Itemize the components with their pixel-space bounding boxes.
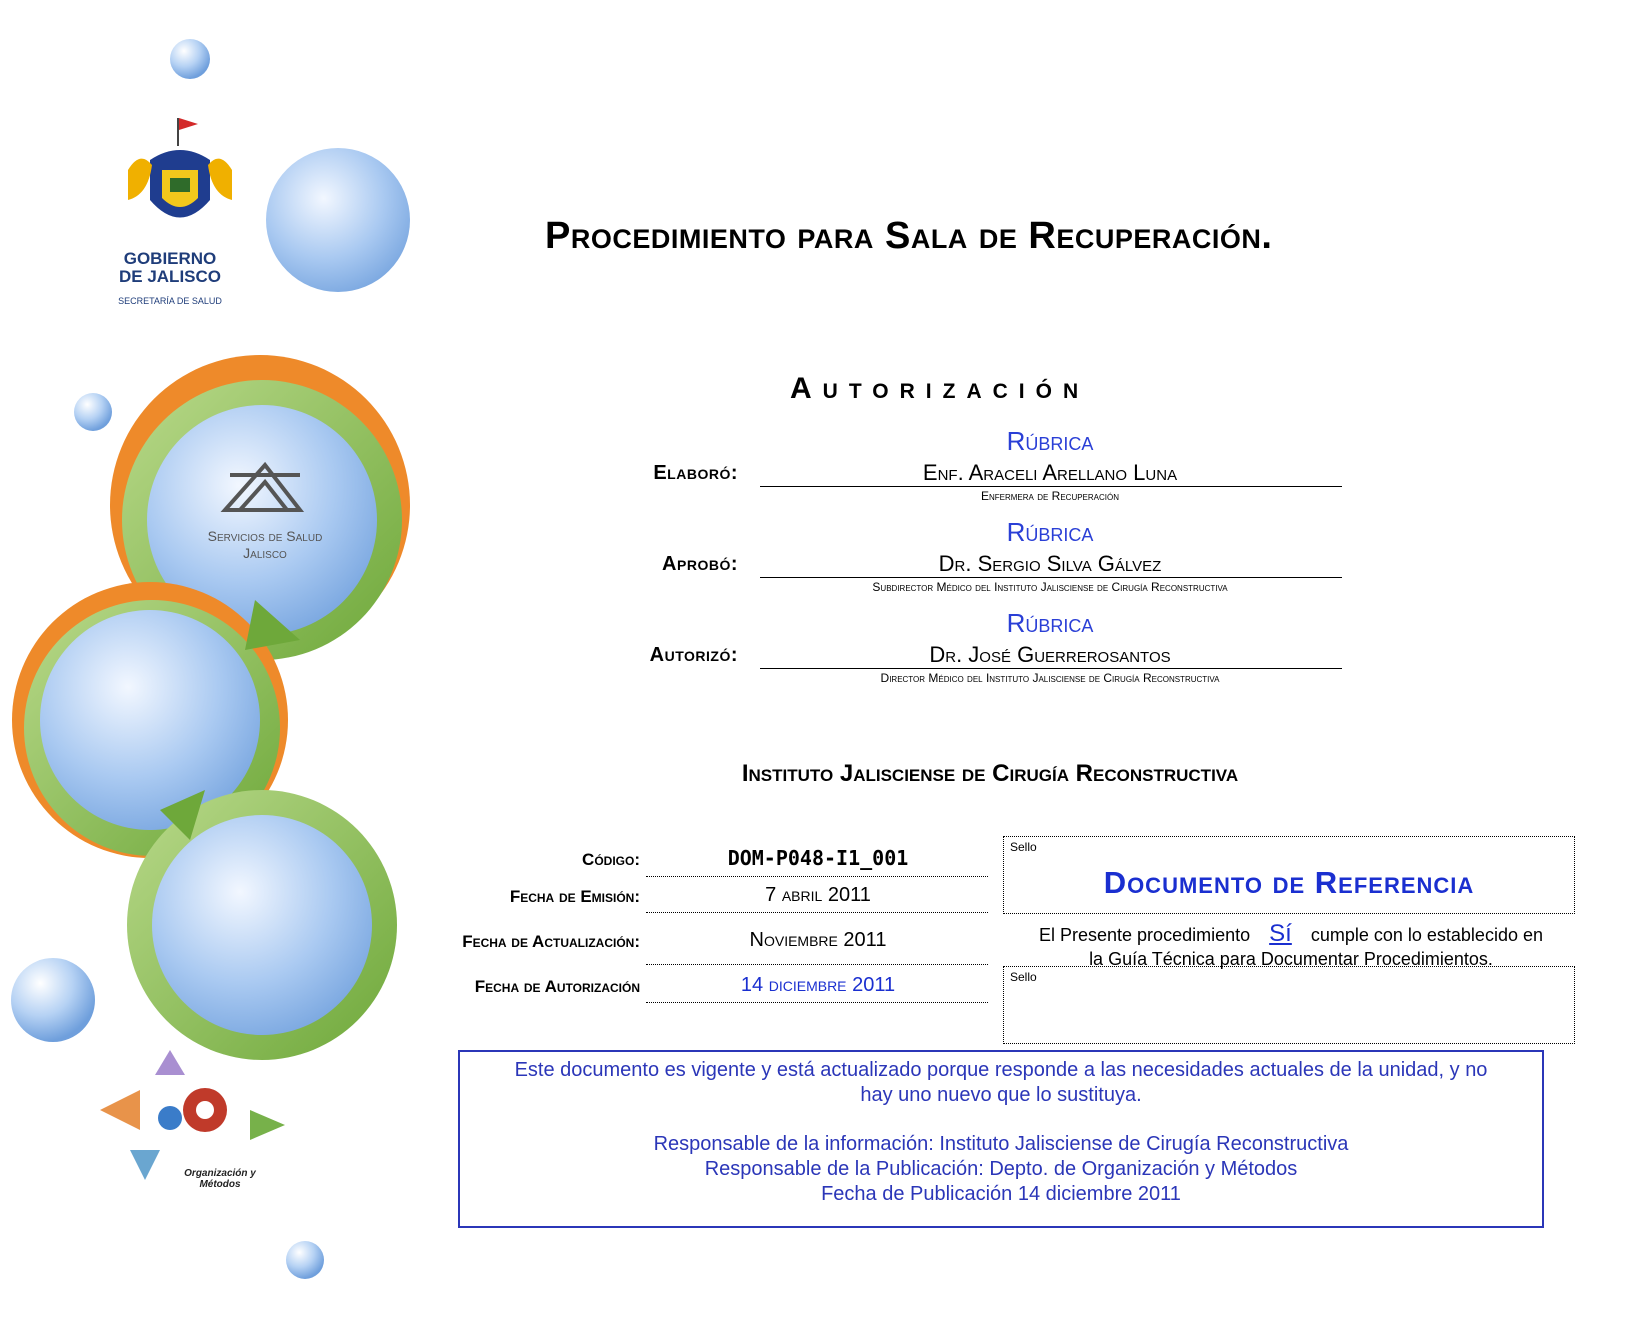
- jalisco-shield-icon: [128, 118, 232, 218]
- signature-role-2: Subdirector Médico del Instituto Jalisciense de Cirugía Reconstructiva: [872, 580, 1228, 594]
- autorizacion-label: Fecha de Autorización: [474, 977, 640, 996]
- bubble-low: [11, 958, 95, 1042]
- notice-line1: Este documento es vigente y está actualizado porque responde a las necesidades actuales de la unidad, y no: [514, 1059, 1488, 1081]
- gov-line3: SECRETARÍA DE SALUD: [118, 296, 222, 306]
- autorizacion-value: 14 diciembre 2011: [740, 974, 896, 996]
- gov-line1: GOBIERNO: [123, 249, 217, 268]
- circle-bottom: [152, 815, 372, 1035]
- signature-label-3: Autorizó:: [649, 644, 738, 666]
- actualizacion-label: Fecha de Actualización:: [462, 932, 640, 951]
- signature-rubrica-2: Rúbrica: [1006, 517, 1094, 547]
- bubble-bottom: [286, 1241, 324, 1279]
- signature-line-2: [760, 577, 1342, 578]
- signature-line-3: [760, 668, 1342, 669]
- validity-notice: [458, 1050, 1544, 1228]
- actualizacion-line: [646, 964, 988, 965]
- institute-name: Instituto Jalisciense de Cirugía Reconstructiva: [741, 760, 1239, 787]
- gov-logo-text: [105, 250, 235, 310]
- bubble-mid: [74, 393, 112, 431]
- compliance-after: cumple con lo establecido en: [1310, 925, 1543, 945]
- compliance-before: El Presente procedimiento: [1039, 925, 1251, 945]
- document-title: Procedimiento para Sala de Recuperación.: [545, 215, 1273, 257]
- actualizacion-value: Noviembre 2011: [749, 929, 887, 951]
- emision-value: 7 abril 2011: [765, 884, 871, 906]
- bubble-large: [266, 148, 410, 292]
- decorative-sidebar: [0, 0, 420, 1318]
- signature-line-1: [760, 486, 1342, 487]
- om-line2: Métodos: [199, 1179, 241, 1190]
- emision-line: [646, 912, 988, 913]
- signature-rubrica-3: Rúbrica: [1006, 608, 1094, 638]
- notice-line5: Fecha de Publicación 14 diciembre 2011: [821, 1183, 1181, 1205]
- signature-rubrica-1: Rúbrica: [1006, 426, 1094, 456]
- authorization-heading: Autorización: [790, 372, 1090, 405]
- notice-line2: hay uno nuevo que lo sustituya.: [860, 1084, 1142, 1106]
- sello-box-top: [1003, 836, 1575, 914]
- codigo-value: DOM-P048-I1_001: [727, 846, 909, 870]
- sello-label-top: Sello: [1010, 840, 1037, 854]
- notice-line4: Responsable de la Publicación: Depto. de Organización y Métodos: [704, 1158, 1298, 1180]
- document-reference-stamp: Documento de Referencia: [1103, 865, 1475, 900]
- compliance-statement: [1006, 922, 1576, 971]
- codigo-line: [646, 876, 988, 877]
- decorative-circles: [0, 0, 420, 1318]
- ssj-line2: Jalisco: [243, 545, 287, 561]
- notice-line3: Responsable de la información: Instituto Jalisciense de Cirugía Reconstructiva: [653, 1133, 1349, 1155]
- sello-label-bottom: Sello: [1010, 970, 1037, 984]
- bubble-top: [170, 39, 210, 79]
- ssj-logo-text: [185, 528, 345, 562]
- signature-label-2: Aprobó:: [662, 553, 738, 575]
- signature-name-3: Dr. José Guerrerosantos: [929, 642, 1171, 667]
- compliance-line2: la Guía Técnica para Documentar Procedimientos.: [1089, 949, 1493, 969]
- signature-role-1: Enfermera de Recuperación: [980, 489, 1120, 503]
- codigo-label: Código:: [582, 850, 640, 869]
- om-logo-text: [165, 1168, 275, 1190]
- emision-label: Fecha de Emisión:: [509, 887, 640, 906]
- ssj-line1: Servicios de Salud: [207, 528, 323, 544]
- sello-box-bottom: [1003, 966, 1575, 1044]
- signature-role-3: Director Médico del Instituto Jalisciense de Cirugía Reconstructiva: [880, 671, 1220, 685]
- signature-name-2: Dr. Sergio Silva Gálvez: [938, 551, 1162, 576]
- autorizacion-line: [646, 1002, 988, 1003]
- signature-label-1: Elaboró:: [653, 462, 738, 484]
- gov-line2: DE JALISCO: [118, 267, 222, 286]
- signature-name-1: Enf. Araceli Arellano Luna: [922, 460, 1178, 485]
- organization-methods-icon: [100, 1050, 285, 1180]
- om-line1: Organización y: [184, 1168, 256, 1179]
- compliance-value: Sí: [1269, 920, 1292, 947]
